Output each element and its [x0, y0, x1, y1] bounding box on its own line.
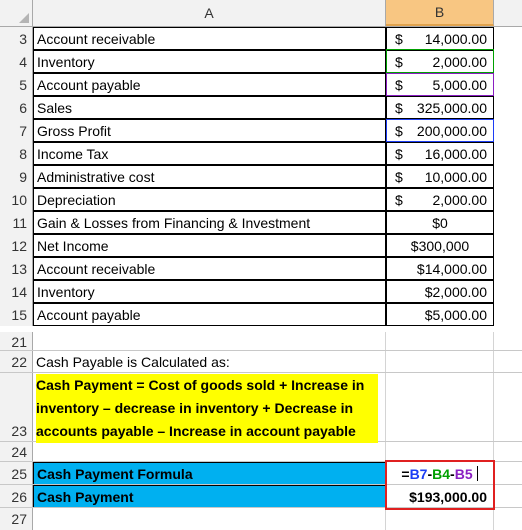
- currency-symbol: $: [395, 145, 403, 162]
- select-all-corner[interactable]: [0, 0, 33, 26]
- formula-ref-b7: B7: [409, 465, 428, 482]
- row-22: [0, 351, 522, 373]
- amount: 10,000.00: [424, 168, 487, 185]
- cell-a10[interactable]: Depreciation: [33, 188, 386, 211]
- formula-eq: =: [401, 465, 410, 482]
- cell-b8[interactable]: [386, 142, 494, 165]
- row-3: [0, 27, 522, 50]
- cell-a7[interactable]: Gross Profit: [33, 119, 386, 142]
- currency-symbol: $: [395, 168, 403, 185]
- row-header[interactable]: 8: [0, 142, 33, 165]
- formula-op: -: [450, 465, 455, 482]
- cell-a8[interactable]: Income Tax: [33, 142, 386, 165]
- row-11: [0, 211, 522, 234]
- cell-b24[interactable]: [386, 442, 494, 462]
- cell-b5[interactable]: [386, 73, 494, 96]
- cell-b21[interactable]: [386, 332, 494, 351]
- row-header[interactable]: 14: [0, 280, 33, 303]
- row-4: [0, 50, 522, 73]
- cell-b3[interactable]: [386, 27, 494, 50]
- row-header[interactable]: 23: [0, 373, 33, 442]
- cell-a9[interactable]: Administrative cost: [33, 165, 386, 188]
- row-25: [0, 462, 522, 485]
- cell-b7[interactable]: [386, 119, 494, 142]
- row-7: [0, 119, 522, 142]
- currency-symbol: $: [395, 30, 403, 47]
- row-header[interactable]: 3: [0, 27, 33, 50]
- formula-op: -: [427, 465, 433, 482]
- formula-note-line: accounts payable – Increase in account payable: [36, 423, 356, 439]
- cell-a25[interactable]: Cash Payment Formula: [33, 462, 386, 485]
- row-5: [0, 73, 522, 96]
- row-header[interactable]: 6: [0, 96, 33, 119]
- cell-b13[interactable]: $14,000.00: [386, 257, 494, 280]
- row-header[interactable]: 26: [0, 485, 33, 508]
- row-header[interactable]: 4: [0, 50, 33, 73]
- cell-a22[interactable]: Cash Payable is Calculated as:: [33, 351, 386, 373]
- formula-note: [36, 374, 378, 443]
- cell-b22[interactable]: [386, 351, 494, 373]
- column-header-bar: [0, 0, 522, 27]
- formula-note-line: Cash Payment = Cost of goods sold + Increase in: [36, 377, 365, 393]
- row-header[interactable]: 10: [0, 188, 33, 211]
- cell-b10[interactable]: [386, 188, 494, 211]
- cell-a26[interactable]: Cash Payment: [33, 485, 386, 508]
- cell-a3[interactable]: Account receivable: [33, 27, 386, 50]
- amount: 5,000.00: [432, 76, 487, 93]
- amount: 14,000.00: [424, 30, 487, 47]
- formula-ref-b5: B5: [454, 465, 473, 482]
- row-header[interactable]: 11: [0, 211, 33, 234]
- row-header[interactable]: 25: [0, 462, 33, 485]
- cell-b14[interactable]: $2,000.00: [386, 280, 494, 303]
- cell-a4[interactable]: Inventory: [33, 50, 386, 73]
- currency-symbol: $: [395, 191, 403, 208]
- row-header[interactable]: 22: [0, 351, 33, 373]
- amount: 16,000.00: [424, 145, 487, 162]
- row-21: [0, 332, 522, 351]
- row-15: [0, 303, 522, 326]
- cell-b6[interactable]: [386, 96, 494, 119]
- cell-b27[interactable]: [386, 508, 494, 530]
- amount: 2,000.00: [432, 191, 487, 208]
- row-13: [0, 257, 522, 280]
- select-all-icon: [19, 13, 29, 23]
- row-8: [0, 142, 522, 165]
- cell-b15[interactable]: $5,000.00: [386, 303, 494, 326]
- amount: 2,000.00: [432, 53, 487, 70]
- currency-symbol: $: [395, 99, 403, 116]
- row-header[interactable]: 9: [0, 165, 33, 188]
- amount: 200,000.00: [416, 122, 487, 139]
- formula-note-line: inventory – decrease in inventory + Decrease in: [36, 400, 354, 416]
- row-header[interactable]: 5: [0, 73, 33, 96]
- row-6: [0, 96, 522, 119]
- cell-a27[interactable]: [33, 508, 386, 530]
- currency-symbol: $: [395, 122, 403, 139]
- cell-b11[interactable]: $0: [386, 211, 494, 234]
- cell-a12[interactable]: Net Income: [33, 234, 386, 257]
- row-header[interactable]: 12: [0, 234, 33, 257]
- row-27: [0, 508, 522, 530]
- text-cursor: [477, 466, 478, 481]
- row-26: [0, 485, 522, 508]
- cell-a13[interactable]: Account receivable: [33, 257, 386, 280]
- row-header[interactable]: 7: [0, 119, 33, 142]
- currency-symbol: $: [395, 76, 403, 93]
- column-header-a[interactable]: A: [33, 0, 386, 26]
- cell-b12[interactable]: $300,000: [386, 234, 494, 257]
- row-24: [0, 442, 522, 462]
- row-14: [0, 280, 522, 303]
- row-12: [0, 234, 522, 257]
- cell-a14[interactable]: Inventory: [33, 280, 386, 303]
- cell-b9[interactable]: [386, 165, 494, 188]
- cell-b25-formula-editor[interactable]: [386, 462, 494, 485]
- formula-ref-b4: B4: [432, 465, 451, 482]
- cell-a6[interactable]: Sales: [33, 96, 386, 119]
- cell-b26[interactable]: $193,000.00: [386, 485, 494, 508]
- row-header[interactable]: 24: [0, 442, 33, 462]
- amount: 325,000.00: [416, 99, 487, 116]
- row-9: [0, 165, 522, 188]
- cell-a5[interactable]: Account payable: [33, 73, 386, 96]
- row-10: [0, 188, 522, 211]
- cell-b4[interactable]: [386, 50, 494, 73]
- cell-a24[interactable]: [33, 442, 386, 462]
- currency-symbol: $: [395, 53, 403, 70]
- cell-b23[interactable]: [386, 373, 494, 442]
- column-header-b[interactable]: B: [386, 0, 494, 26]
- row-header[interactable]: 13: [0, 257, 33, 280]
- cell-a15[interactable]: Account payable: [33, 303, 386, 326]
- row-header[interactable]: 27: [0, 508, 33, 530]
- row-header[interactable]: 21: [0, 332, 33, 351]
- cell-a21[interactable]: [33, 332, 386, 351]
- cell-a11[interactable]: Gain & Losses from Financing & Investment: [33, 211, 386, 234]
- row-header[interactable]: 15: [0, 303, 33, 326]
